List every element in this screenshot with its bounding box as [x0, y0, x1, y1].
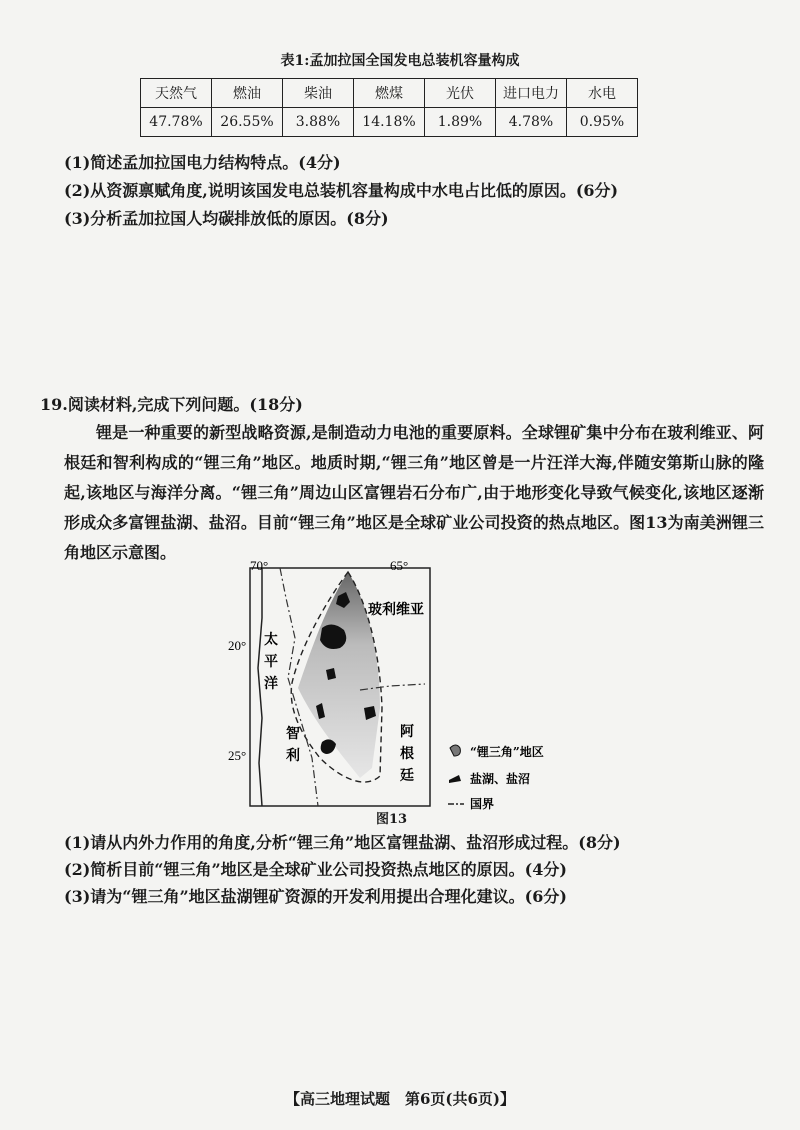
table-header-cell: 水电	[567, 79, 638, 108]
table-value-cell: 47.78%	[141, 108, 212, 137]
table-header-cell: 燃油	[212, 79, 283, 108]
table-value-cell: 14.18%	[354, 108, 425, 137]
coastline	[258, 568, 262, 806]
q18-sub1: (1)简述孟加拉国电力结构特点。(4分)	[64, 153, 341, 172]
legend-border: 国界	[470, 797, 495, 811]
lithium-triangle-map	[228, 558, 570, 828]
q18-sub3: (3)分析孟加拉国人均碳排放低的原因。(8分)	[64, 209, 389, 228]
q19-material	[64, 418, 764, 568]
lat-label-20: 20°	[228, 638, 247, 653]
table-value-cell: 3.88%	[283, 108, 354, 137]
table-value-cell: 4.78%	[496, 108, 567, 137]
table-value-row	[141, 108, 638, 137]
legend-saltlake-swatch	[449, 775, 461, 783]
q19-sub1: (1)请从内外力作用的角度,分析“锂三角”地区富锂盐湖、盐沼形成过程。(8分)	[64, 833, 621, 852]
table-header-cell: 光伏	[425, 79, 496, 108]
table-caption: 表1:孟加拉国全国发电总装机容量构成	[280, 53, 520, 69]
q18-sub2: (2)从资源禀赋角度,说明该国发电总装机容量构成中水电占比低的原因。(6分)	[64, 181, 619, 200]
page-footer: 【高三地理试题 第6页(共6页)】	[284, 1090, 516, 1108]
q19-sub2: (2)简析目前“锂三角”地区是全球矿业公司投资热点地区的原因。(4分)	[64, 860, 567, 879]
q19-heading: 19.阅读材料,完成下列问题。(18分)	[40, 395, 303, 414]
table-value-cell: 0.95%	[567, 108, 638, 137]
lon-label-65: 65°	[390, 558, 409, 573]
q19-paragraph: 锂是一种重要的新型战略资源,是制造动力电池的重要原料。全球锂矿集中分布在玻利维亚、阿根廷和智利构成的“锂三角”地区。地质时期,“锂三角”地区曾是一片汪洋大海,伴随安第斯山脉的隆起,该地区与海洋分离。“锂三角”周边山区富锂岩石分布广,由于地形变化导致气候变化,该地区逐渐形成众多富锂盐湖、盐沼。目前“锂三角”地区是全球矿业公司投资的热点地区。图13为南美洲锂三角地区示意图。	[64, 423, 764, 562]
table-header-cell: 天然气	[141, 79, 212, 108]
q19-sub3: (3)请为“锂三角”地区盐湖锂矿资源的开发利用提出合理化建议。(6分)	[64, 887, 567, 906]
ocean-label: 太平洋	[264, 632, 278, 692]
figure-caption: 图13	[376, 812, 408, 827]
table-header-cell: 柴油	[283, 79, 354, 108]
table-header-row	[141, 79, 638, 108]
legend-saltlake: 盐湖、盐沼	[470, 772, 531, 786]
legend-triangle-swatch	[450, 745, 460, 756]
lon-label-70: 70°	[250, 558, 269, 573]
argentina-label: 阿根廷	[400, 724, 414, 784]
table-value-cell: 1.89%	[425, 108, 496, 137]
table-value-cell: 26.55%	[212, 108, 283, 137]
salt-lake	[321, 739, 336, 754]
power-capacity-table	[140, 78, 638, 137]
lat-label-25: 25°	[228, 748, 247, 763]
bolivia-label: 玻利维亚	[368, 602, 424, 618]
table-header-cell: 燃煤	[354, 79, 425, 108]
map-legend	[448, 744, 544, 811]
chile-label: 智利	[286, 726, 300, 764]
legend-triangle: “锂三角”地区	[470, 745, 544, 759]
table-header-cell: 进口电力	[496, 79, 567, 108]
